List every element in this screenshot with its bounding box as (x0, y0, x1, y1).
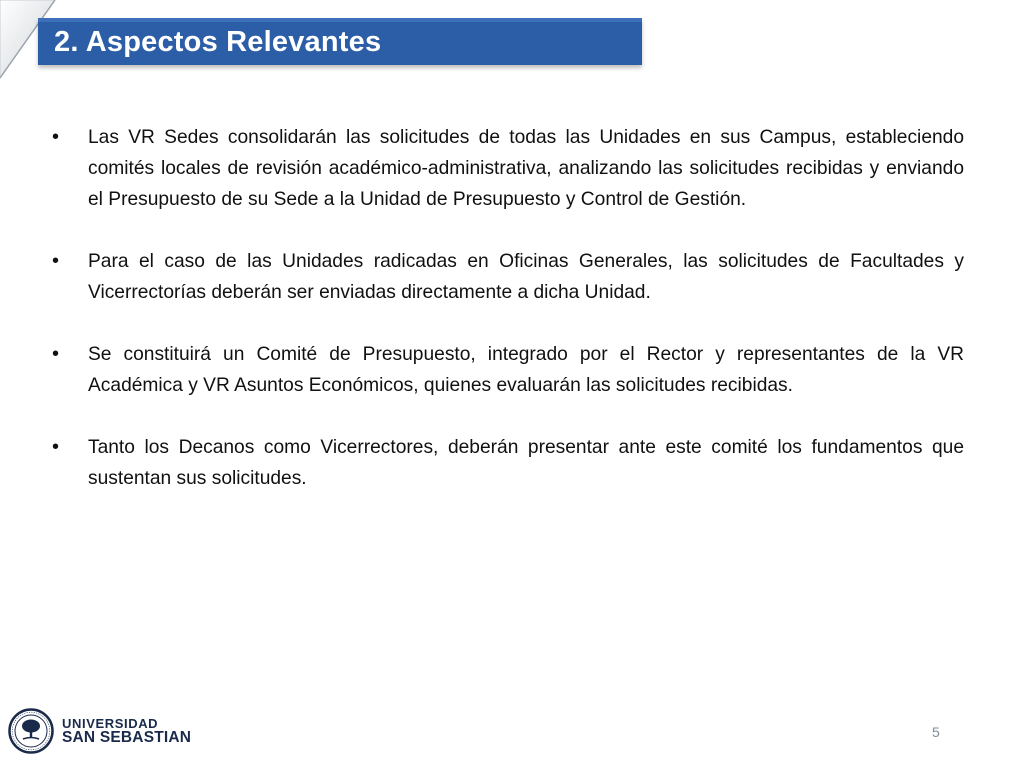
bullet-text: Para el caso de las Unidades radicadas en Oficinas Generales, las solicitudes de Facultades y Vicerrectorías deberán ser enviadas directamente a dicha Unidad. (88, 251, 964, 303)
logo-text (62, 717, 191, 745)
logo-line-name: SAN SEBASTIAN (62, 729, 192, 746)
bullet-marker: • (52, 126, 60, 148)
list-item (52, 122, 964, 215)
bullet-text: Tanto los Decanos como Vicerrectores, deberán presentar ante este comité los fundamentos que sustentan sus solicitudes. (88, 437, 964, 489)
list-item (52, 432, 964, 494)
page-number: 5 (932, 724, 940, 740)
logo-line-university: UNIVERSIDAD (62, 716, 159, 731)
university-seal-icon (8, 708, 54, 754)
bullet-text: Se constituirá un Comité de Presupuesto, integrado por el Rector y representantes de la VR Académica y VR Asuntos Económicos, quienes evaluarán las solicitudes recibidas. (88, 344, 964, 396)
bullet-marker: • (52, 250, 60, 272)
bullet-text: Las VR Sedes consolidarán las solicitudes de todas las Unidades en sus Campus, estableciendo comités locales de revisión académico-administrativa, analizando las solicitudes recibidas y enviando el Presupuesto de su Sede a la Unidad de Presupuesto y Control de Gestión. (88, 127, 964, 210)
list-item (52, 246, 964, 308)
bullet-marker: • (52, 343, 60, 365)
bullet-list (52, 122, 964, 525)
slide-title: 2. Aspectos Relevantes (54, 26, 382, 58)
bullet-marker: • (52, 436, 60, 458)
university-logo (8, 708, 191, 754)
list-item (52, 339, 964, 401)
